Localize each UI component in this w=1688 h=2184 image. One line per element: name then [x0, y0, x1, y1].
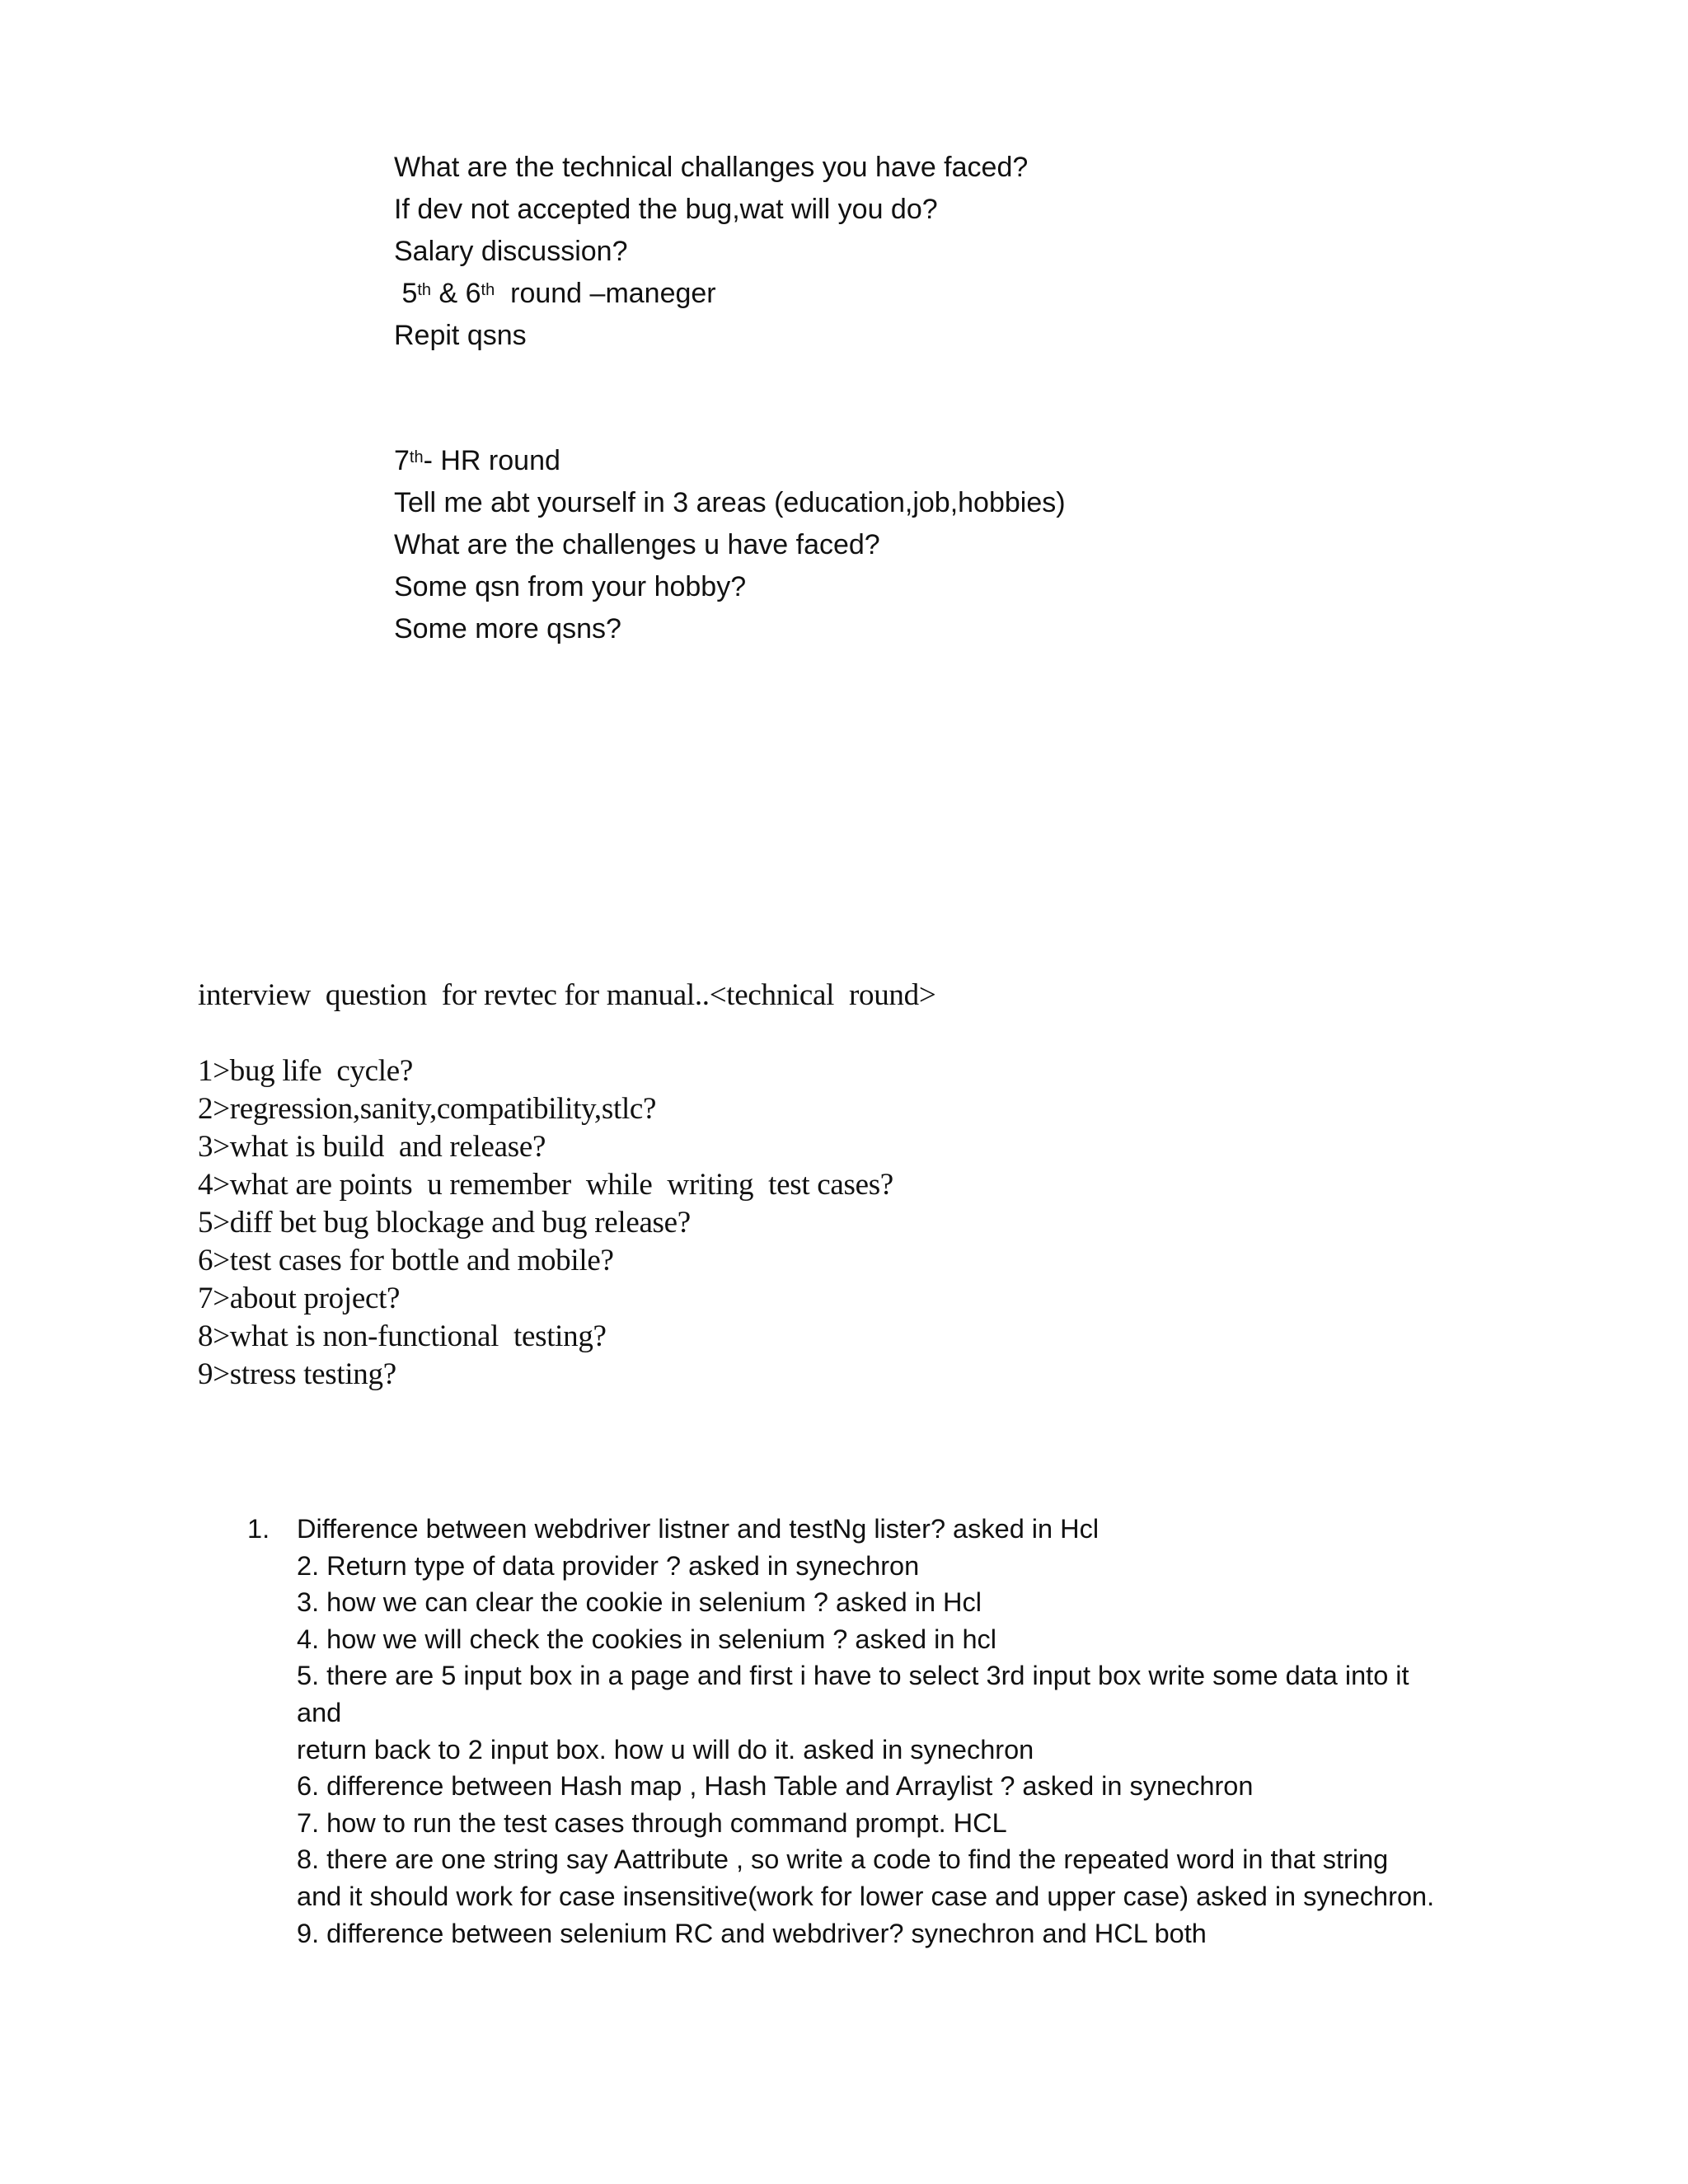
- question-line: Repit qsns: [394, 320, 527, 351]
- hr-round-section: [394, 440, 1066, 650]
- round-heading: [394, 273, 1028, 315]
- manager-round-section: [394, 147, 1028, 357]
- ordinal-suffix: th: [417, 281, 432, 299]
- question-line: Some qsn from your hobby?: [394, 571, 747, 602]
- ordinal-suffix: th: [481, 281, 495, 299]
- round-number: 5: [401, 278, 418, 309]
- ordinal-suffix: th: [409, 448, 424, 466]
- round-number: 7: [394, 445, 410, 476]
- list-item: 6>test cases for bottle and mobile?: [198, 1244, 614, 1277]
- round-label: round –maneger: [495, 278, 716, 309]
- selenium-section: [247, 1511, 1434, 1952]
- round-number: & 6: [431, 278, 481, 309]
- list-item-continuation: return back to 2 input box. how u will do it. asked in synechron: [297, 1734, 1034, 1765]
- list-item: 3>what is build and release?: [198, 1130, 546, 1164]
- list-item: 7>about project?: [198, 1282, 401, 1315]
- list-number: 1.: [247, 1514, 270, 1544]
- list-item-text: Difference between webdriver listner and testNg lister? asked in Hcl: [297, 1514, 1100, 1544]
- list-item: 1>bug life cycle?: [198, 1054, 413, 1088]
- section-title: interview question for revtec for manual..<technical round>: [198, 978, 936, 1012]
- list-item: 8. there are one string say Aattribute , so write a code to find the repeated word in that string: [297, 1844, 1389, 1875]
- list-item: 7. how to run the test cases through command prompt. HCL: [297, 1807, 1007, 1838]
- list-item-continuation: and: [297, 1697, 342, 1727]
- question-line: Tell me abt yourself in 3 areas (education,job,hobbies): [394, 487, 1066, 518]
- list-item: 9>stress testing?: [198, 1357, 396, 1391]
- question-line: What are the technical challanges you have faced?: [394, 152, 1029, 183]
- list-item: 9. difference between selenium RC and webdriver? synechron and HCL both: [297, 1918, 1207, 1948]
- list-item: 5>diff bet bug blockage and bug release?: [198, 1206, 691, 1240]
- list-item: 5. there are 5 input box in a page and first i have to select 3rd input box write some data into it: [297, 1661, 1409, 1691]
- list-item: 3. how we can clear the cookie in selenium ? asked in Hcl: [297, 1587, 982, 1618]
- question-line: Some more qsns?: [394, 613, 621, 644]
- list-item: 4>what are points u remember while writing test cases?: [198, 1168, 893, 1202]
- list-item: [247, 1511, 1434, 1548]
- list-item: 8>what is non-functional testing?: [198, 1319, 607, 1353]
- list-item: 2>regression,sanity,compatibility,stlc?: [198, 1092, 657, 1126]
- list-item-continuation: and it should work for case insensitive(work for lower case and upper case) asked in synechron.: [297, 1881, 1435, 1911]
- question-line: Salary discussion?: [394, 236, 628, 267]
- revtec-section: [198, 977, 935, 1394]
- round-heading: [394, 440, 1066, 482]
- round-label: - HR round: [423, 445, 560, 476]
- question-line: What are the challenges u have faced?: [394, 529, 880, 560]
- list-item: 4. how we will check the cookies in selenium ? asked in hcl: [297, 1624, 997, 1654]
- list-item: 2. Return type of data provider ? asked in synechron: [297, 1550, 920, 1581]
- question-line: If dev not accepted the bug,wat will you do?: [394, 194, 938, 225]
- list-item: 6. difference between Hash map , Hash Table and Arraylist ? asked in synechron: [297, 1771, 1254, 1802]
